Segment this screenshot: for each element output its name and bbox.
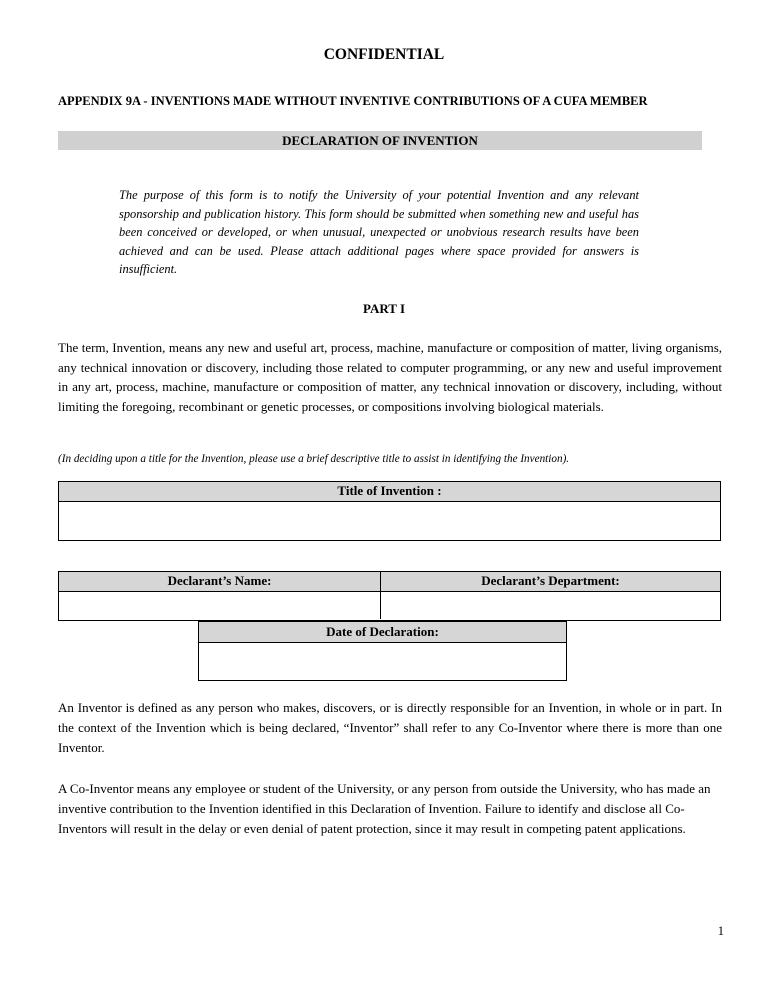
co-inventor-definition: A Co-Inventor means any employee or student of the University, or any person from outside the University, who has made an inventive contribution to the Invention identified in this Declaration of Invention. Failure to identify and disclose all Co-Inventors will result in the delay or even denial of patent protection, since it may result in competing patent applications. <box>58 781 711 836</box>
date-of-declaration-label: Date of Declaration: <box>199 622 566 643</box>
confidential-heading: CONFIDENTIAL <box>323 46 445 63</box>
page-number: 1 <box>717 924 724 938</box>
title-hint: (In deciding upon a title for the Invention, please use a brief descriptive title to assist in identifying the Invention). <box>58 453 570 465</box>
purpose-paragraph: The purpose of this form is to notify the University of your potential Invention and any relevant sponsorship and publication history. This form should be submitted when something new and useful has been conceived or developed, or when unusual, unexpected or unobvious research results have been achieved and can be used. Please attach additional pages where space provided for answers is insufficient. <box>119 188 639 277</box>
declaration-title: DECLARATION OF INVENTION <box>282 133 478 148</box>
declarant-department-input[interactable] <box>381 592 720 619</box>
declaration-title-bar <box>58 131 702 150</box>
declarant-name-label: Declarant’s Name: <box>59 572 381 592</box>
invention-definition: The term, Invention, means any new and useful art, process, machine, manufacture or composition of matter, living organisms, any technical innovation or discovery, including those related to computer programming, or any new and useful improvement in any art, process, machine, manufacture or composition of matter, any technical innovation or discovery, including, without limiting the foregoing, recombinant or genetic processes, or compositions involving biological materials. <box>58 340 722 414</box>
inventor-definition: An Inventor is defined as any person who makes, discovers, or is directly responsible for an Invention, in whole or in part. In the context of the Invention which is being declared, “Inventor” shall refer to any Co-Inventor where there is more than one Inventor. <box>58 700 722 755</box>
title-of-invention-input[interactable] <box>59 502 720 539</box>
part-label: PART I <box>362 301 406 316</box>
declarant-info-box <box>58 571 721 621</box>
appendix-title: APPENDIX 9A - INVENTIONS MADE WITHOUT INVENTIVE CONTRIBUTIONS OF A CUFA MEMBER <box>58 94 648 108</box>
declarant-department-label: Declarant’s Department: <box>381 572 720 592</box>
date-of-declaration-box <box>198 621 567 681</box>
title-of-invention-box <box>58 481 721 541</box>
title-of-invention-label: Title of Invention : <box>59 482 720 502</box>
date-of-declaration-input[interactable] <box>199 643 566 679</box>
declarant-name-input[interactable] <box>59 592 380 619</box>
